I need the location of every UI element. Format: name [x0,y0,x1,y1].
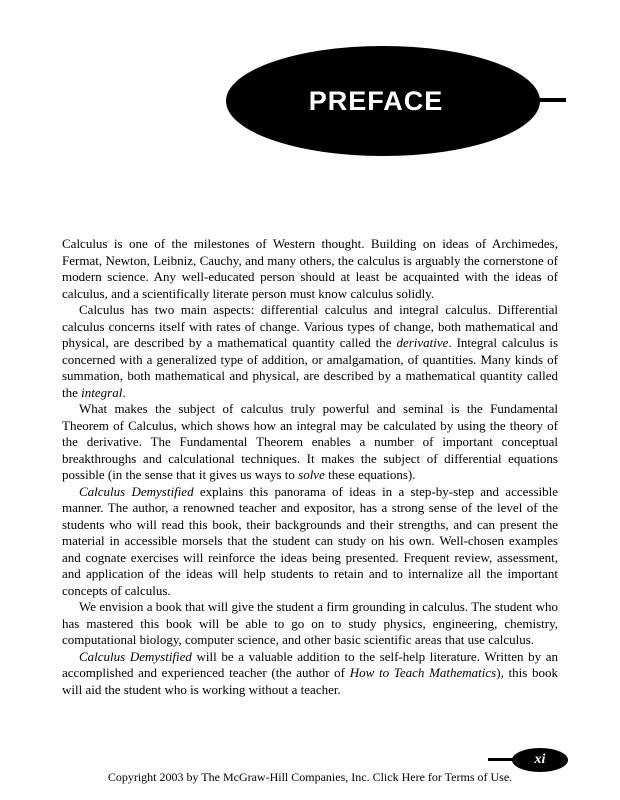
page-title: PREFACE [308,85,444,116]
page-number: xi [534,752,546,767]
paragraph-3: What makes the subject of calculus truly powerful and seminal is the Fundamental Theorem of Calculus, which shows how an integral may be calculated by using the theory of the derivative. The Fundamental Theorem enables a number of important conceptual breakthroughs and calculational techniques. It makes the subject of differential equations possible (in the sense that it gives us ways to solve these equations). [62,401,558,482]
page-number-badge [512,748,568,772]
paragraph-4: Calculus Demystified explains this panorama of ideas in a step-by-step and accessible manner. The author, a renowned teacher and expositor, has a strong sense of the level of the students who will read this book, their backgrounds and their strengths, and can present the material in accessible morsels that the student can study on his own. Well-chosen examples and cognate exercises will reinforce the ideas being presented. Frequent review, assessment, and application of the ideas will help students to retain and to internalize all the important concepts of calculus. [62,483,559,598]
paragraph-5: We envision a book that will give the student a firm grounding in calculus. The student who has mastered this book will be able to go on to study physics, engineering, chemistry, computational biology, computer science, and other basic scientific areas that use calculus. [62,599,558,647]
paragraph-6: Calculus Demystified will be a valuable addition to the self-help literature. Written by an accomplished and experienced teacher (the author of How to Teach Mathematics), this book will aid the student who is working without a teacher. [62,648,558,697]
paragraph-1: Calculus is one of the milestones of Western thought. Building on ideas of Archimedes, Fermat, Newton, Leibniz, Cauchy, and many others, the calculus is arguably the cornerstone of modern science. Any well-educated person should at least be acquainted with the ideas of calculus, and a scientifically literate person must know calculus solidly. [62,236,558,301]
preface-body [62,236,558,698]
preface-title-ellipse [226,46,540,156]
paragraph-2: Calculus has two main aspects: differential calculus and integral calculus. Differential calculus concerns itself with rates of change. Various types of change, both mathematical and physical, are described by a mathematical quantity called the derivative. Integral calculus is concerned with a generalized type of addition, or amalgamation, of quantities. Many kinds of summation, both mathematical and physical, are described by a mathematical quantity called the integral. [62,302,558,400]
footer-copyright: Copyright 2003 by The McGraw-Hill Companies, Inc. Click Here for Terms of Use. [107,770,513,784]
